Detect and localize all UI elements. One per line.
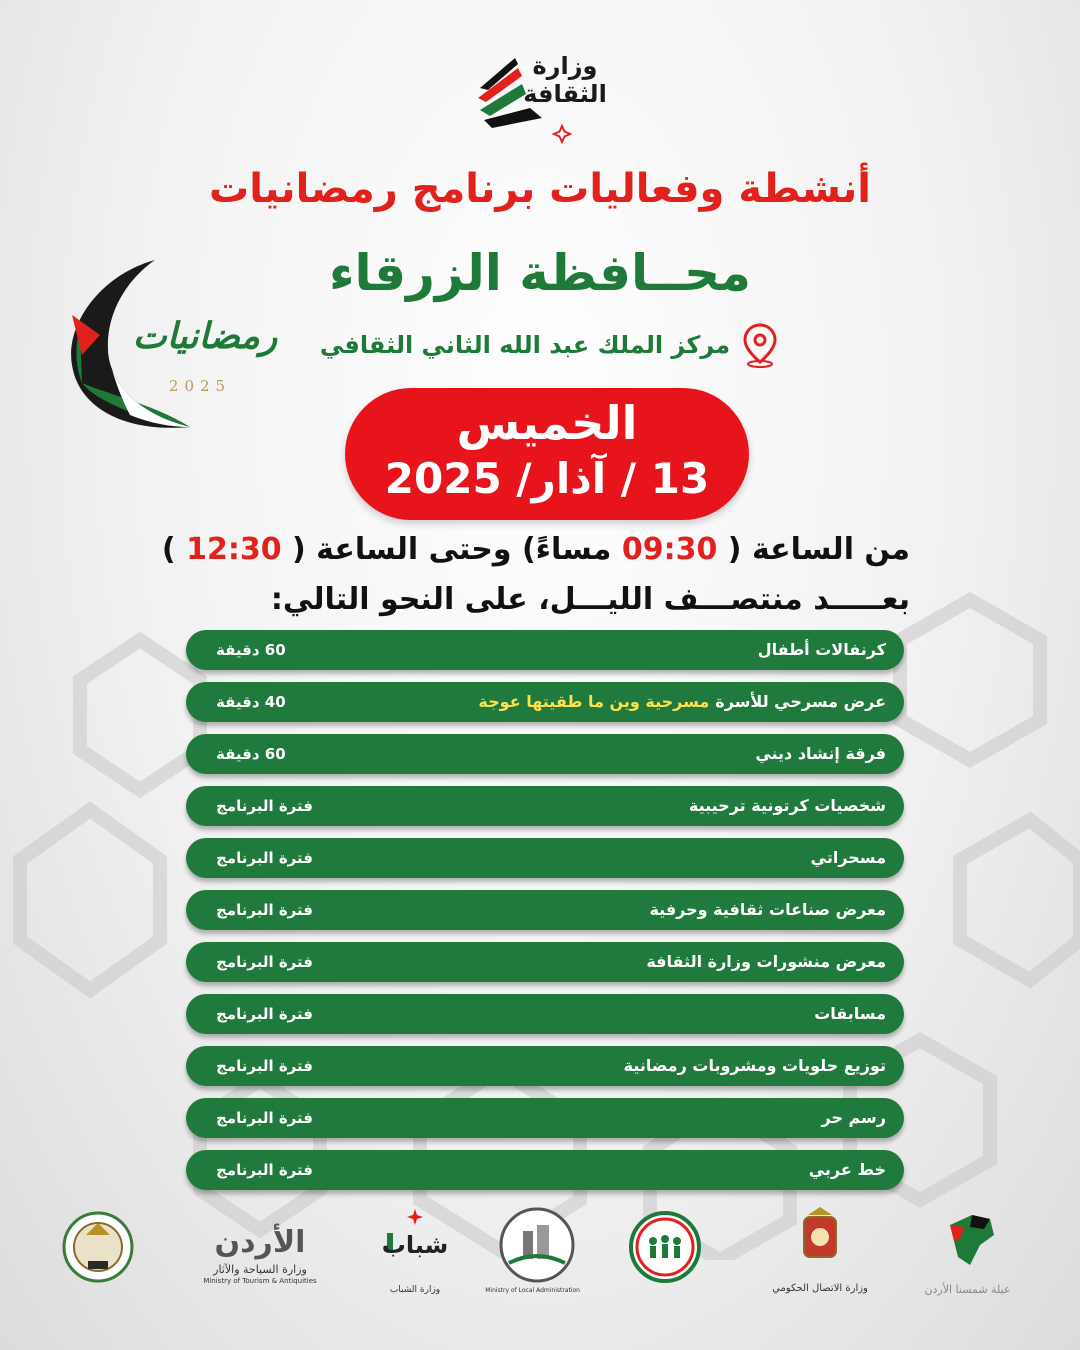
activity-duration: فترة البرنامج [216,1005,313,1023]
activity-duration: فترة البرنامج [216,797,313,815]
tourism-caption: وزارة السياحة والآثار [213,1263,307,1276]
activity-highlight: مسرحية وين ما طقيتها عوجة [478,692,710,711]
program-row [186,994,904,1034]
time-suffix: ) [161,532,176,567]
time-start: 09:30 [621,532,718,567]
program-activity [758,630,886,670]
program-activity [646,942,886,982]
activity-duration: فترة البرنامج [216,849,313,867]
logo-line-1: وزارة [532,52,598,80]
partner-logos [0,1205,1080,1315]
activity-name: خط عربي [808,1160,886,1179]
local-administration-logo [485,1205,580,1305]
program-activity [811,838,886,878]
program-row [186,942,904,982]
badge-year: 2025 [168,377,232,395]
jordan-map-icon [910,1205,1025,1275]
program-activity [689,786,886,826]
activity-duration: فترة البرنامج [216,1057,313,1075]
day-label: الخميس [456,396,638,450]
program-activity [755,734,886,774]
activity-name: معرض صناعات ثقافية وحرفية [649,900,886,919]
program-row [186,682,904,722]
program-row [186,630,904,670]
program-activity [649,890,886,930]
activity-name: كرنفالات أطفال [757,640,886,659]
local-administration-caption: Ministry of Local Administration [485,1287,580,1294]
jordan-tourism-logo [200,1205,320,1305]
tourism-logo-word: الأردن [214,1225,306,1260]
government-communication-logo [770,1205,870,1305]
tourism-caption-en: Ministry of Tourism & Antiquities [203,1277,317,1285]
activity-name: مسحراتي [810,848,886,867]
program-row [186,786,904,826]
program-row [186,1150,904,1190]
program-activity [809,1150,886,1190]
program-row [186,1046,904,1086]
armed-forces-emblem [58,1205,138,1305]
activity-duration: فترة البرنامج [216,1161,313,1179]
venue-name: مركز الملك عبد الله الثاني الثقافي [319,331,731,359]
activity-name: رسم حر [821,1108,886,1127]
program-activity [821,1098,886,1138]
youth-caption: وزارة الشباب [389,1285,441,1295]
time-prefix: من الساعة ( [727,532,910,567]
governorate-heading: محــافظة الزرقاء [329,244,751,302]
logo-line-2: الثقافة [523,80,607,108]
gov-comm-caption: وزارة الاتصال الحكومي [772,1283,868,1294]
youth-logo-word: شباب [381,1231,449,1259]
ramadaniyat-badge [60,255,300,445]
ministry-logo-text [515,52,615,108]
program-list [186,630,904,1202]
armed-forces-emblem-icon [58,1205,138,1285]
activity-name: عرض مسرحي للأسرة [715,692,886,711]
activity-duration: فترة البرنامج [216,901,313,919]
activity-duration: فترة البرنامج [216,1109,313,1127]
activity-duration: 60 دقيقة [216,641,286,659]
date-pill [345,388,749,520]
jordan-map-caption: عيلة شمسنا الأردن [924,1283,1011,1296]
time-end: 12:30 [186,532,282,567]
royal-crest-icon [770,1205,870,1275]
venue-row [300,320,800,370]
badge-word: رمضانيات [132,315,278,357]
time-range [150,532,910,567]
program-activity [478,682,886,722]
jordan-map-logo [910,1205,1025,1305]
social-development-icon [625,1205,705,1285]
program-row [186,838,904,878]
page-title: أنشطة وفعاليات برنامج رمضانيات [209,166,871,212]
activity-name: فرقة إنشاد ديني [755,744,886,763]
activity-duration: 60 دقيقة [216,745,286,763]
youth-ministry-logo [375,1205,455,1305]
time-note: بعـــــد منتصـــف الليـــل، على النحو التالي: [270,582,910,617]
location-pin-icon [740,322,780,368]
date-label: 13 / آذار/ 2025 [384,454,710,503]
time-middle: مساءً) وحتى الساعة ( [292,532,612,567]
activity-duration: 40 دقيقة [216,693,286,711]
activity-name: توزيع حلويات ومشروبات رمضانية [623,1056,886,1075]
program-row [186,890,904,930]
activity-name: معرض منشورات وزارة الثقافة [646,952,886,971]
program-activity [624,1046,886,1086]
program-row [186,734,904,774]
program-activity [814,994,886,1034]
local-administration-icon [495,1205,580,1285]
activity-name: شخصيات كرتونية ترحيبية [688,796,886,815]
program-row [186,1098,904,1138]
activity-name: مسابقات [814,1004,886,1023]
social-development-logo [625,1205,705,1305]
activity-duration: فترة البرنامج [216,953,313,971]
